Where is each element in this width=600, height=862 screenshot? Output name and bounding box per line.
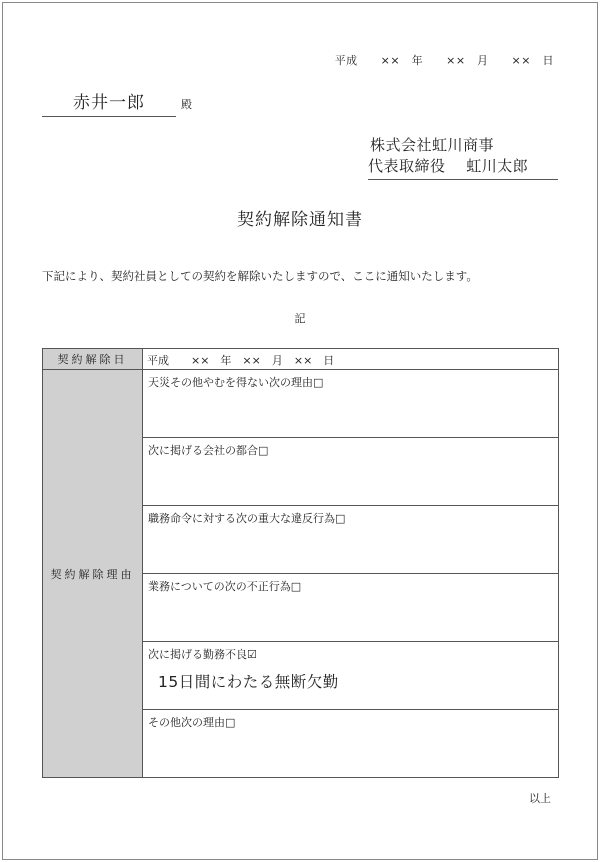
reason-detail: 15日間にわたる無断欠勤	[158, 673, 339, 691]
sender-company: 株式会社虹川商事	[370, 136, 495, 154]
reason-item	[143, 710, 559, 778]
reason-item	[143, 642, 559, 710]
termination-date-label: 契約解除日	[43, 349, 143, 370]
reason-text: 次に掲げる勤務不良☑	[148, 648, 257, 661]
termination-form-table	[42, 348, 559, 778]
termination-reason-label: 契約解除理由	[43, 370, 143, 778]
ki-marker: 記	[294, 312, 306, 325]
reason-text: 天災その他やむを得ない次の理由□	[148, 376, 324, 389]
termination-date-cell	[143, 349, 559, 370]
notice-body: 下記により、契約社員としての契約を解除いたしますので、ここに通知いたします。	[42, 269, 478, 283]
reason-item	[143, 506, 559, 574]
document-title: 契約解除通知書	[237, 210, 363, 230]
recipient-name: 赤井一郎	[42, 88, 176, 117]
termination-date-value: 平成 ×× 年 ×× 月 ×× 日	[147, 354, 335, 367]
recipient-honorific: 殿	[181, 98, 192, 111]
notice-date: 平成 ×× 年 ×× 月 ×× 日	[334, 54, 554, 67]
reason-item	[143, 574, 559, 642]
reason-text: その他次の理由□	[148, 716, 236, 729]
closing-mark: 以上	[529, 792, 551, 805]
sender-representative: 代表取締役 虹川太郎	[368, 155, 558, 180]
reason-text: 次に掲げる会社の都合□	[148, 444, 269, 457]
date-row	[43, 349, 559, 370]
reason-text: 職務命令に対する次の重大な違反行為□	[148, 512, 346, 525]
reason-item	[143, 370, 559, 438]
reason-row	[43, 370, 559, 438]
reason-item	[143, 438, 559, 506]
reason-text: 業務についての次の不正行為□	[148, 580, 302, 593]
